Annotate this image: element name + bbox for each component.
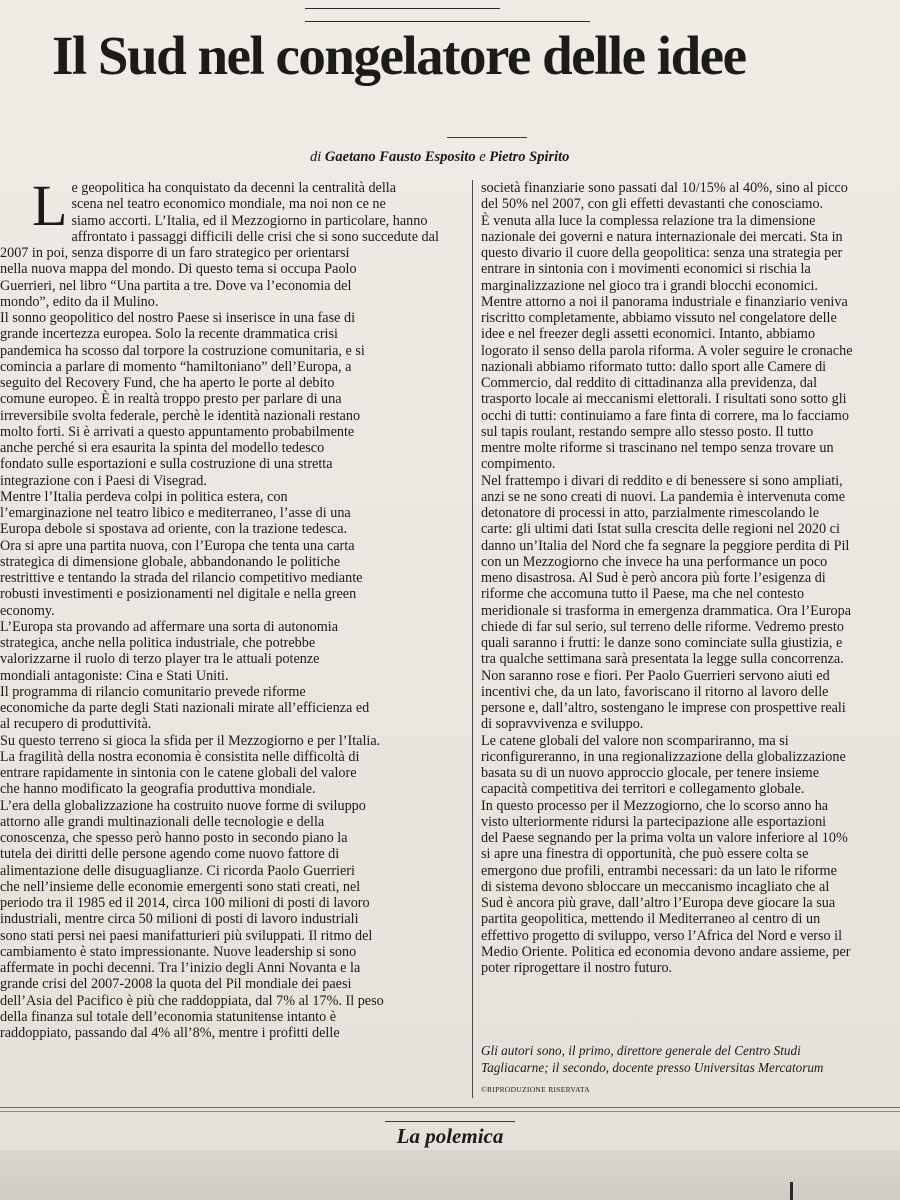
article-line: 2007 in poi, senza disporre di un faro strategico per orientarsi	[0, 245, 350, 261]
section-tab-edge	[305, 0, 500, 9]
article-line: nella nuova mappa del mondo. Di questo tema si occupa Paolo	[0, 261, 357, 278]
article-line: economiche da parte degli Stati nazionali mirate all’efficienza ed	[0, 700, 370, 716]
article-line: robusti investimenti e posizionamenti nel digitale e nella green	[0, 586, 357, 603]
next-section-rule	[385, 1121, 515, 1122]
article-line: economy.	[0, 602, 55, 619]
author-2: Pietro Spirito	[489, 149, 570, 165]
article-line: Ora si apre una partita nuova, con l’Europa che tenta una carta	[0, 537, 355, 554]
article-line: partita geopolitica, mettendo il Mediterraneo al centro di un	[481, 911, 821, 928]
article-line: entrare in sintonia con i movimenti economici si rischia la	[481, 261, 811, 278]
article-line: Guerrieri, nel libro “Una partita a tre. Dove va l’economia del	[0, 277, 352, 294]
article-line: al recupero di produttività.	[0, 716, 152, 733]
article-line: quali saranno i frutti: le danze sono cominciate sulla giustizia, e	[481, 635, 843, 651]
article-line: Sud è ancora più grave, dall’altro l’Europa deve giocare la sua	[481, 895, 836, 911]
article-line: effettivo progetto di sviluppo, verso l’Africa del Nord e verso il	[481, 927, 843, 944]
article-line: occhi di tutti: continuiamo a fare finta di correre, ma lo facciamo	[481, 407, 849, 424]
article-line: Commercio, dal reddito di cittadinanza alla previdenza, dal	[481, 375, 818, 391]
article-line: strategica di dimensione globale, abbandonando le politiche	[0, 553, 341, 570]
article-line: tutela dei diritti delle persone agendo come nuovo fattore di	[0, 846, 340, 863]
drop-cap: L	[32, 173, 68, 238]
article-line: L’Europa sta provando ad affermare una sorta di autonomia	[0, 618, 339, 635]
article-line: visto ulteriormente ridursi la partecipazione alle esportazioni	[481, 813, 827, 830]
article-line: grande crisi del 2007-2008 la quota del Pil mondiale dei paesi	[0, 976, 352, 993]
article-line: anche perché si era esaurita la spinta del modello tedesco	[0, 440, 325, 456]
article-line: siamo accorti. L’Italia, ed il Mezzogiorno in particolare, hanno	[71, 212, 428, 229]
article-line: trasporto locale ai meccanismi elettorali. I risultati sono sotto gli	[481, 391, 847, 408]
article-line: Nel frattempo i divari di reddito e di benessere si sono ampliati,	[481, 472, 843, 489]
article-line: comune europeo. È in realtà troppo presto per parlare di una	[0, 391, 342, 408]
article-line: danno un’Italia del Nord che fa segnare la peggiore perdita di Pil	[481, 537, 850, 554]
article-line: L’era della globalizzazione ha costruito nuove forme di sviluppo	[0, 797, 366, 814]
article-line: Europa debole si spostava ad oriente, con la trazione tedesca.	[0, 521, 348, 538]
article-line: In questo processo per il Mezzogiorno, che lo scorso anno ha	[481, 797, 829, 814]
article-line: marginalizzazione nel gioco tra i grandi blocchi economici.	[481, 277, 818, 294]
next-column-edge	[790, 1182, 793, 1200]
bottom-rule	[0, 1107, 900, 1108]
article-line: attorno alle grandi multinazionali delle tecnologie e della	[0, 813, 325, 830]
article-line: chiede di far sul serio, sul terreno delle riforme. Vedremo presto	[481, 618, 844, 635]
article-line: Il programma di rilancio comunitario prevede riforme	[0, 683, 306, 700]
article-line: detonatore di processi in atto, parzialmente rimescolando le	[481, 505, 820, 521]
article-line: Medio Oriente. Politica ed economia devono andare assieme, per	[481, 943, 851, 960]
top-rule	[305, 21, 590, 22]
article-line: della finanza sul totale dell’economia statunitense intanto è	[0, 1008, 337, 1025]
article-line: idee e nel freezer degli assetti economici. Intanto, abbiamo	[481, 326, 816, 343]
byline-conjunction: e	[479, 149, 486, 165]
article-line: emergono due profili, entrambi necessari: da un lato le riforme	[481, 862, 837, 879]
bottom-rule-secondary	[0, 1111, 900, 1112]
article-line: Su questo terreno si gioca la sfida per il Mezzogiorno e per l’Italia.	[0, 732, 381, 749]
article-line: del 50% nel 2007, con gli effetti devastanti che conosciamo.	[481, 196, 824, 213]
article-line: basata su di un nuovo approccio glocale, per tenere insieme	[481, 765, 820, 781]
article-line: conoscenza, che spesso però hanno posto in secondo piano la	[0, 830, 348, 846]
copyright-notice: ©RIPRODUZIONE RISERVATA	[481, 1085, 590, 1094]
article-line: industriali, mentre circa 50 milioni di posti di lavoro industriali	[0, 911, 359, 928]
article-column-2	[481, 180, 900, 976]
article-line: grande incertezza europea. Solo la recente drammatica crisi	[0, 326, 338, 343]
article-line: sul tapis roulant, restando sempre allo stesso posto. Il tutto	[481, 423, 814, 440]
article-line: integrazione con i Paesi di Visegrad.	[0, 472, 207, 489]
article-line: logorato il senso della parola riforma. A voler seguire le cronache	[481, 342, 853, 359]
article-line: con un Mezzogiorno che invece ha una performance un poco	[481, 553, 828, 570]
article-line: riscritto completamente, abbiamo vissuto nel congelatore delle	[481, 310, 837, 326]
article-line: alimentazione delle disuguaglianze. Ci ricorda Paolo Guerrieri	[0, 862, 355, 879]
author-note-line: Gli autori sono, il primo, direttore generale del Centro Studi	[481, 1043, 801, 1058]
article-line: l’emarginazione nel teatro libico e mediterraneo, l’asse di una	[0, 505, 351, 521]
article-line: dell’Asia del Pacifico è più che raddoppiata, dal 7% al 17%. Il peso	[0, 992, 384, 1009]
author-1: Gaetano Fausto Esposito	[324, 149, 476, 165]
article-line: tra qualche settimana sarà presentata la legge sulla concorrenza.	[481, 651, 844, 668]
article-line: di sopravvivenza e sviluppo.	[481, 716, 644, 733]
article-line: di sistema devono sbloccare un meccanismo incagliato che al	[481, 878, 830, 895]
article-line: La fragilità della nostra economia è consistita nelle difficoltà di	[0, 748, 360, 765]
article-column-1	[0, 173, 462, 1041]
article-line: nazionale dei governi e natura internazionale dei mercati. Sta in	[481, 228, 843, 245]
article-line: pandemica ha scosso dal torpore la costruzione comunitaria, e si	[0, 342, 365, 359]
article-line: Mentre l’Italia perdeva colpi in politica estera, con	[0, 488, 288, 505]
article-line: meno disastrosa. Al Sud è però ancora più forte l’esigenza di	[481, 570, 826, 586]
article-line: compimento.	[481, 456, 556, 473]
article-line: che nell’insieme delle economie emergenti sono stati creati, nel	[0, 878, 361, 895]
article-line: raddoppiato, passando dal 4% all’8%, mentre i profitti delle	[0, 1025, 340, 1041]
article-line: si apre una finestra di opportunità, che può essere colta se	[481, 846, 809, 863]
article-line: carte: gli ultimi dati Istat sulla crescita delle regioni nel 2020 ci	[481, 521, 840, 538]
article-line: irreversibile svolta federale, perchè le identità nazionali restano	[0, 407, 361, 424]
article-line: questo divario il cuore della geopolitica: senza una strategia per	[481, 245, 843, 261]
article-line: riconfigureranno, in una regionalizzazione della globalizzazione	[481, 748, 846, 765]
article-line: che hanno modificato la geografia produttiva mondiale.	[0, 781, 316, 798]
article-line: società finanziarie sono passati dal 10/15% al 40%, sino al picco	[481, 180, 848, 196]
article-line: meridionale si trasforma in emergenza drammatica. Ora l’Europa	[481, 602, 852, 619]
article-line: periodo tra il 1985 ed il 2014, circa 100 milioni di posti di lavoro	[0, 895, 370, 911]
article-line: strategica, anche nella politica industriale, che potrebbe	[0, 635, 316, 651]
page-bottom-shadow	[0, 1150, 900, 1200]
author-note	[481, 1043, 900, 1076]
article-line: entrare rapidamente in sintonia con le catene globali del valore	[0, 765, 357, 781]
byline	[310, 149, 900, 166]
byline-prefix: di	[310, 149, 322, 165]
article-line: capacità competitiva dei territori e collegamento globale.	[481, 781, 805, 798]
byline-rule	[447, 137, 527, 138]
article-line: Non saranno rose e fiori. Per Paolo Guerrieri servono aiuti ed	[481, 667, 830, 684]
article-line: fondato sulle esportazioni e sulla costruzione di una stretta	[0, 456, 333, 473]
article-line: poter riprogettare il nostro futuro.	[481, 960, 673, 976]
next-section-title: La polemica	[396, 1124, 504, 1148]
article-headline: Il Sud nel congelatore delle idee	[52, 25, 746, 86]
article-line: del Paese segnando per la prima volta un valore inferiore al 10%	[481, 830, 848, 846]
article-line: restrittive e tentando la strada del rilancio competitivo mediante	[0, 570, 363, 586]
article-line: affrontato i passaggi difficili delle crisi che si sono succedute dal	[71, 228, 439, 245]
article-line: mondiali antagoniste: Cina e Stati Uniti.	[0, 667, 229, 684]
article-line: persone e, dall’altro, sostengano le imprese con prospettive reali	[481, 700, 846, 716]
article-line: seguito del Recovery Fund, che ha aperto le porte al debito	[0, 375, 335, 391]
article-line: Le catene globali del valore non scompariranno, ma si	[481, 732, 789, 749]
article-line: È venuta alla luce la complessa relazione tra la dimensione	[481, 212, 816, 229]
author-note-line: Tagliacarne; il secondo, docente presso Universitas Mercatorum	[481, 1059, 824, 1075]
article-line: mondo”, edito da il Mulino.	[0, 293, 159, 310]
article-line: e geopolitica ha conquistato da decenni la centralità della	[71, 180, 397, 196]
article-line: incentivi che, da un lato, favoriscano il ritorno al lavoro delle	[481, 683, 829, 700]
article-line: valorizzarne il ruolo di terzo player tra le attuali potenze	[0, 651, 320, 668]
article-line: riforme che accomuna tutto il Paese, ma che nel contesto	[481, 586, 805, 603]
article-line: comincia a parlare di momento “hamiltoniano” dell’Europa, a	[0, 358, 352, 375]
article-line: Il sonno geopolitico del nostro Paese si inserisce in una fase di	[0, 310, 356, 326]
article-line: nazionali abbiamo riformato tutto: dallo sport alle Camere di	[481, 358, 827, 375]
article-line: molto forti. Si è arrivati a questo appuntamento probabilmente	[0, 423, 355, 440]
article-line: cambiamento è stato impressionante. Nuove leadership si sono	[0, 943, 357, 960]
article-line: anzi se ne sono creati di nuovi. La pandemia è intervenuta come	[481, 488, 846, 505]
article-line: Mentre attorno a noi il panorama industriale e finanziario veniva	[481, 293, 848, 310]
column-divider	[472, 180, 473, 1098]
article-line: sono stati persi nei paesi manifatturieri più sviluppati. Il ritmo del	[0, 927, 373, 944]
article-line: mentre molte riforme si trascinano nel tempo senza trovare un	[481, 440, 834, 456]
article-line: affermate in pochi decenni. Tra l’inizio degli Anni Novanta e la	[0, 960, 361, 976]
article-line: scena nel teatro economico mondiale, ma noi non ce ne	[71, 196, 386, 213]
